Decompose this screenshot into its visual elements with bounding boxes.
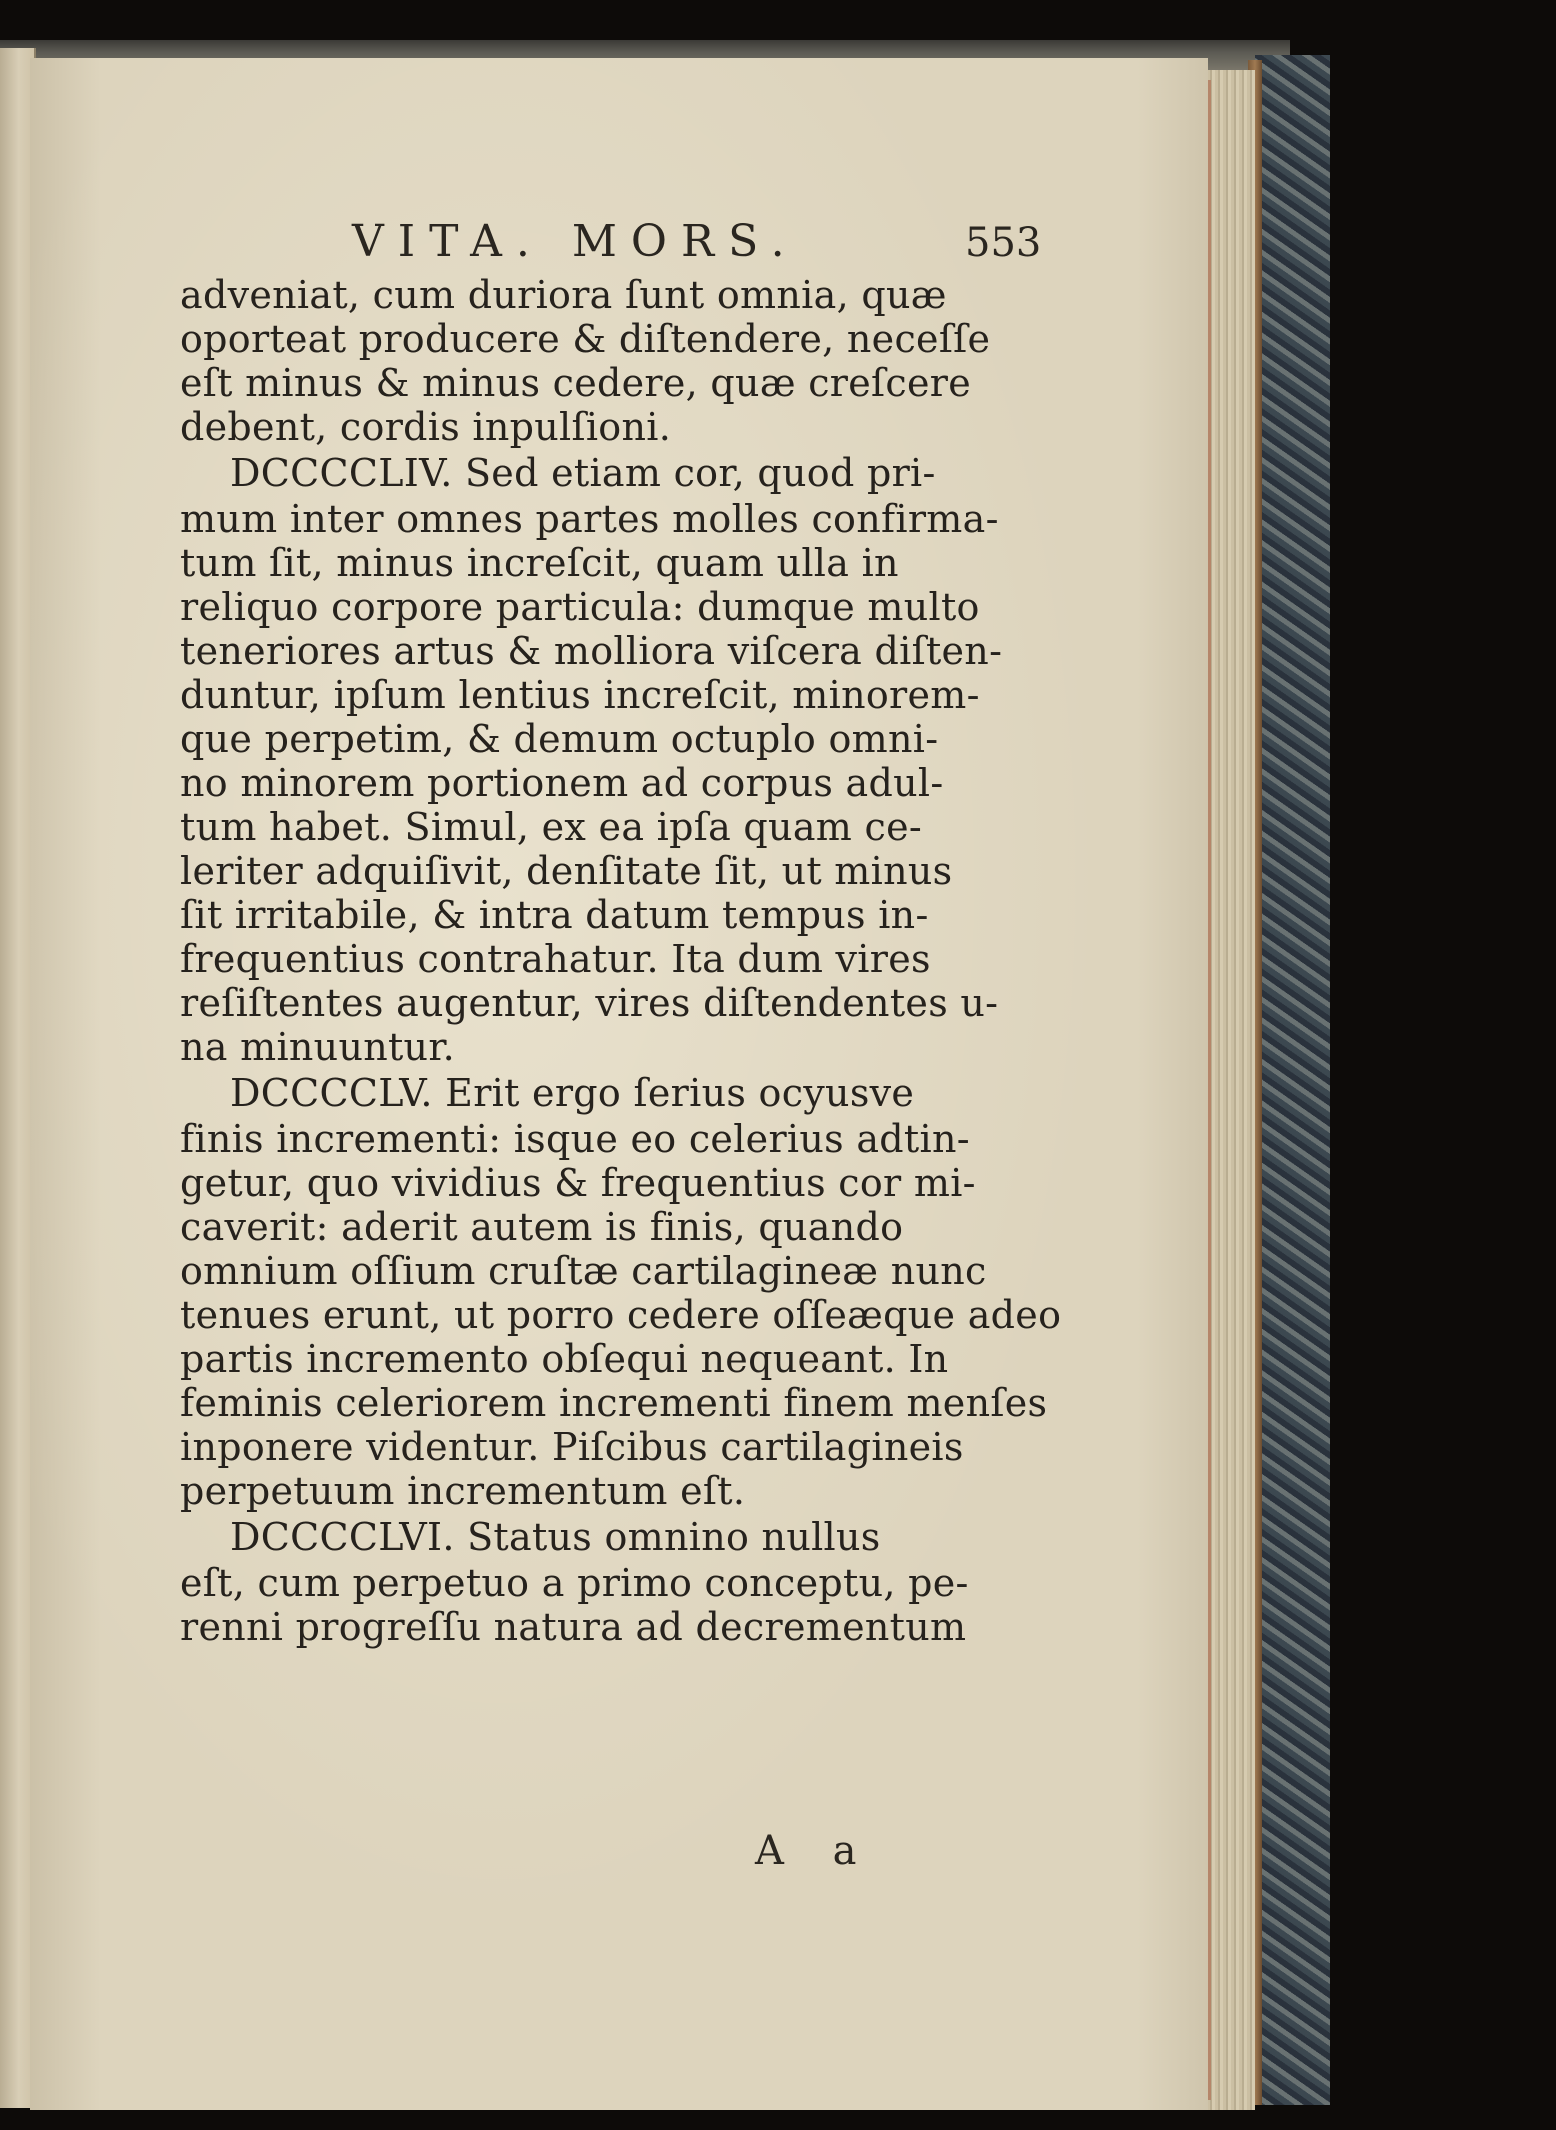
text-line: na minuuntur.	[180, 1025, 456, 1069]
text-line: DCCCCLV. Erit ergo ſerius ocyusve	[230, 1071, 915, 1115]
page-stack-edge	[1205, 70, 1255, 2110]
text-line: no minorem portionem ad corpus adul-	[180, 761, 944, 805]
text-line: teneriores artus & molliora viſcera diſten-	[180, 629, 1003, 673]
text-line: perpetuum incrementum eſt.	[180, 1469, 746, 1513]
text-line: reliquo corpore particula: dumque multo	[180, 585, 980, 629]
page-text	[30, 58, 1208, 2110]
text-line: debent, cordis inpulſioni.	[180, 405, 672, 449]
text-line: omnium oſſium cruſtæ cartilagineæ nunc	[180, 1249, 987, 1293]
marbled-cover	[1255, 55, 1330, 2105]
text-line: que perpetim, & demum octuplo omni-	[180, 717, 939, 761]
text-line: duntur, ipſum lentius increſcit, minorem-	[180, 673, 980, 717]
text-line: DCCCCLIV. Sed etiam cor, quod pri-	[230, 451, 936, 495]
text-line: partis incremento obſequi nequeant. In	[180, 1337, 949, 1381]
signature-mark: A a	[755, 1828, 875, 1874]
text-line: leriter adquiſivit, denſitate ſit, ut minus	[180, 849, 953, 893]
text-line: ſit irritabile, & intra datum tempus in-	[180, 893, 929, 937]
running-head-title: VITA. MORS.	[352, 216, 799, 267]
text-line: renni progreſſu natura ad decrementum	[180, 1605, 967, 1649]
text-line: reſiſtentes augentur, vires diſtendentes u-	[180, 981, 999, 1025]
book-page	[30, 58, 1208, 2110]
page-number: 553	[965, 220, 1042, 266]
text-line: mum inter omnes partes molles confirma-	[180, 497, 999, 541]
text-line: tum ſit, minus increſcit, quam ulla in	[180, 541, 899, 585]
text-line: frequentius contrahatur. Ita dum vires	[180, 937, 931, 981]
text-line: inponere videntur. Piſcibus cartilagineis	[180, 1425, 964, 1469]
text-line: eſt, cum perpetuo a primo conceptu, pe-	[180, 1561, 969, 1605]
page-edge-line	[1208, 80, 1211, 2100]
text-line: finis incrementi: isque eo celerius adtin-	[180, 1117, 970, 1161]
text-line: DCCCCLVI. Status omnino nullus	[230, 1515, 881, 1559]
text-line: adveniat, cum duriora ſunt omnia, quæ	[180, 273, 947, 317]
text-line: tenues erunt, ut porro cedere oſſeæque adeo	[180, 1293, 1062, 1337]
text-line: tum habet. Simul, ex ea ipſa quam ce-	[180, 805, 923, 849]
text-line: oporteat producere & diſtendere, neceſſe	[180, 317, 991, 361]
text-line: eſt minus & minus cedere, quæ creſcere	[180, 361, 972, 405]
text-line: feminis celeriorem incrementi finem menſes	[180, 1381, 1048, 1425]
text-line: caverit: aderit autem is finis, quando	[180, 1205, 904, 1249]
text-line: getur, quo vividius & frequentius cor mi-	[180, 1161, 976, 1205]
